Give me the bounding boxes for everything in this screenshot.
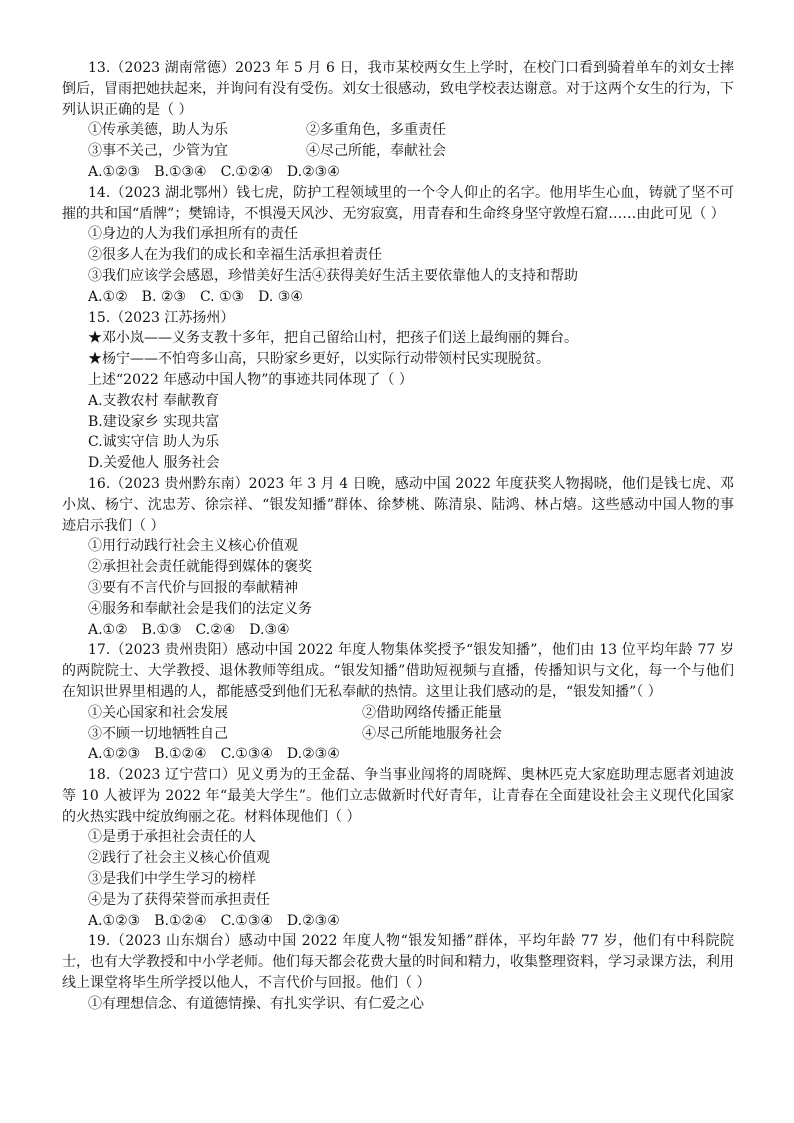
question-13-option-2: ②多重角色，多重责任	[306, 122, 446, 139]
question-15-option-c: C.诚实守信 助人为乐	[88, 434, 220, 451]
question-16	[62, 474, 734, 640]
question-17-option-2: ②借助网络传播正能量	[362, 704, 502, 721]
question-17-option-1: ①关心国家和社会发展	[88, 704, 228, 721]
question-17-options-row-2	[62, 724, 734, 745]
question-15-material-1: ★邓小岚——义务支教十多年，把自己留给山村，把孩子们送上最绚丽的舞台。	[88, 330, 578, 347]
question-14	[62, 183, 734, 308]
question-14-option-1: ①身边的人为我们承担所有的责任	[88, 226, 298, 243]
question-13-option-4: ④尽己所能，奉献社会	[306, 143, 446, 160]
question-17-option-4: ④尽己所能地服务社会	[362, 725, 502, 742]
question-13-option-3: ③事不关己，少管为宜	[88, 143, 228, 160]
question-15-prompt: 上述“2022 年感动中国人物”的事迹共同体现了（ ）	[88, 371, 413, 388]
question-13-stem: 13.（2023 湖南常德）2023 年 5 月 6 日，我市某校两女生上学时，在校门口看到骑着单车的刘女士摔倒后，冒雨把她扶起来，并询问有没有受伤。刘女士很感动，致电学校表达谢意。对于这两个女生的行为，下列认识正确的是（ ）	[62, 60, 734, 118]
question-14-stem: 14.（2023 湖北鄂州）钱七虎，防护工程领域里的一个令人仰止的名字。他用毕生心血，铸就了坚不可摧的共和国“盾牌”；樊锦诗，不惧漫天风沙、无穷寂寞，用青春和生命终身坚守敦煌石窟……由此可见（ ）	[62, 184, 734, 222]
question-18-option-1: ①是勇于承担社会责任的人	[88, 829, 256, 846]
question-16-option-4: ④服务和奉献社会是我们的法定义务	[88, 600, 312, 617]
question-15-option-a: A.支教农村 奉献教育	[88, 392, 220, 409]
question-16-option-2: ②承担社会责任就能得到媒体的褒奖	[88, 559, 312, 576]
question-17-options-row-1	[62, 703, 734, 724]
question-17	[62, 640, 734, 765]
question-14-option-3-4: ③我们应该学会感恩，珍惜美好生活④获得美好生活主要依靠他人的支持和帮助	[88, 267, 578, 284]
question-18-option-3: ③是我们中学生学习的榜样	[88, 871, 256, 888]
question-17-stem: 17.（2023 贵州贵阳）感动中国 2022 年度人物集体奖授予“银发知播”，他们由 13 位平均年龄 77 岁的两院院士、大学教授、退休教师等组成。“银发知播”借助短视频与直播，传播知识与文化，每一个与他们在知识世界里相遇的人，都能感受到他们无私奉献的热情。这里让我们感动的是，“银发知播”（ ）	[62, 642, 734, 700]
question-17-answers: A.①②③ B.①②④ C.①③④ D.②③④	[88, 746, 340, 763]
question-14-option-2: ②很多人在为我们的成长和幸福生活承担着责任	[88, 247, 382, 264]
question-18-option-4: ④是为了获得荣誉而承担责任	[88, 891, 270, 908]
question-19	[62, 931, 734, 1014]
question-16-stem: 16.（2023 贵州黔东南）2023 年 3 月 4 日晚，感动中国 2022 年度获奖人物揭晓，他们是钱七虎、邓小岚、杨宁、沈忠芳、徐宗祥、“银发知播”群体、徐梦桃、陈清泉、陆鸿、林占熺。这些感动中国人物的事迹启示我们（ ）	[62, 475, 734, 534]
question-18-stem: 18.（2023 辽宁营口）见义勇为的王金磊、争当事业闯将的周晓辉、奥林匹克大家庭助理志愿者刘迪波等 10 人被评为 2022 年“最美大学生”。他们立志做新时代好青年，让青春在全面建设社会主义现代化国家的火热实践中绽放绚丽之花。材料体现他们（ ）	[62, 767, 734, 825]
question-16-option-1: ①用行动践行社会主义核心价值观	[88, 538, 298, 555]
question-18-answers: A.①②③ B.①②④ C.①③④ D.②③④	[88, 912, 340, 929]
question-19-option-1: ①有理想信念、有道德情操、有扎实学识、有仁爱之心	[88, 995, 424, 1012]
question-15-stem: 15.（2023 江苏扬州）	[88, 309, 235, 326]
question-15-material-2: ★杨宁——不怕弯多山高，只盼家乡更好，以实际行动带领村民实现脱贫。	[88, 351, 550, 368]
question-13-options-row-2	[62, 141, 734, 162]
question-13-option-1: ①传承美德，助人为乐	[88, 122, 228, 139]
question-16-answers: A.①② B.①③ C.②④ D.③④	[88, 621, 290, 638]
question-16-option-3: ③要有不言代价与回报的奉献精神	[88, 579, 298, 596]
exam-page	[62, 58, 734, 1015]
question-15	[62, 308, 734, 474]
question-19-stem: 19.（2023 山东烟台）感动中国 2022 年度人物“银发知播”群体，平均年龄 77 岁，他们有中科院院士，也有大学教授和中小学老师。他们每天都会花费大量的时间和精力，收集整理资料，学习录课方法，利用线上课堂将毕生所学授以他人，不言代价与回报。他们（ ）	[62, 933, 734, 992]
question-15-option-b: B.建设家乡 实现共富	[88, 413, 220, 430]
question-15-option-d: D.关爱他人 服务社会	[88, 455, 220, 472]
question-13-options-row-1	[62, 120, 734, 141]
question-17-option-3: ③不顾一切地牺牲自己	[88, 725, 228, 742]
question-18	[62, 765, 734, 931]
question-13-answers: A.①②③ B.①③④ C.①②④ D.②③④	[88, 163, 340, 180]
question-13	[62, 58, 734, 183]
question-14-answers: A.①② B. ②③ C. ①③ D. ③④	[88, 288, 303, 305]
question-18-option-2: ②践行了社会主义核心价值观	[88, 850, 270, 867]
